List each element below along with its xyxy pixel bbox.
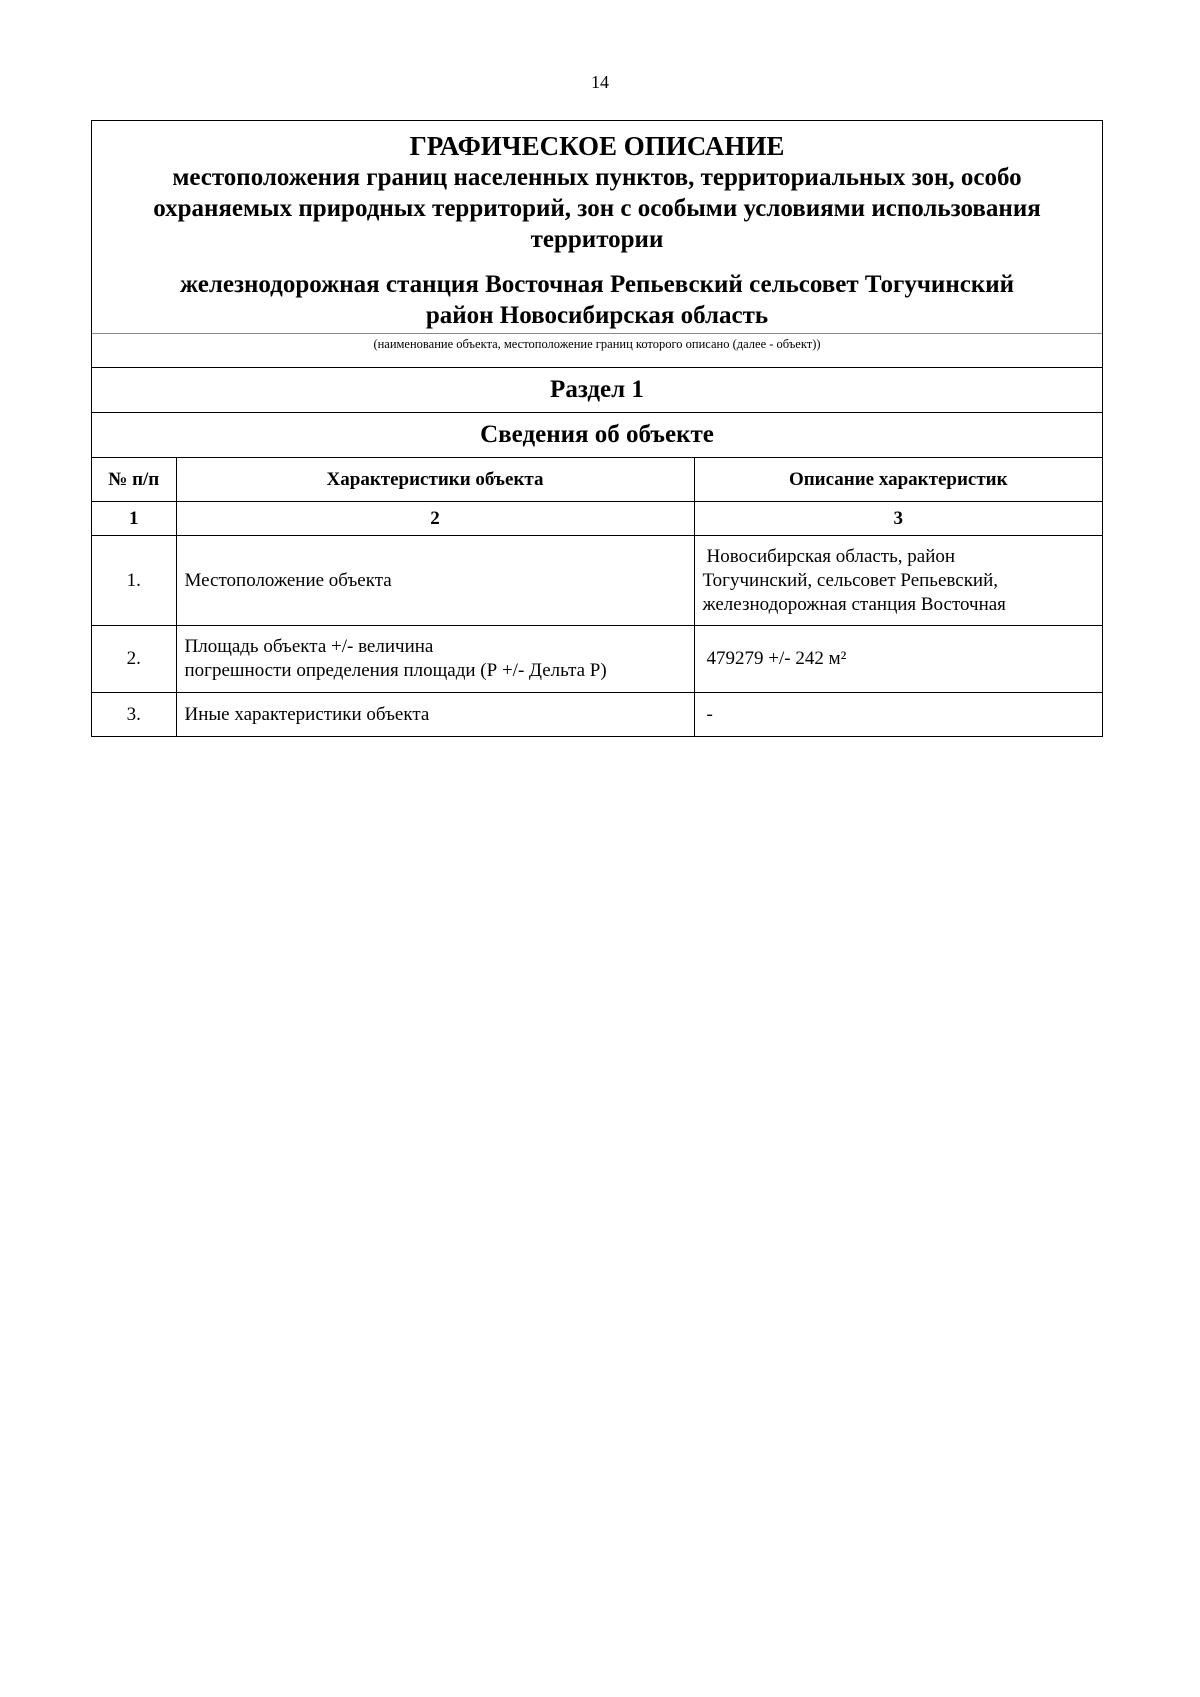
object-name [104, 269, 1090, 333]
column-number: 1 [92, 502, 176, 536]
page-number: 14 [591, 72, 609, 92]
document-header [92, 121, 1102, 333]
header-cell-description: Описание характеристик [694, 458, 1102, 502]
cell-line: Новосибирская область, район [706, 545, 956, 567]
table-row [92, 536, 1102, 626]
cell-line: Тогучинский, сельсовет Репьевский, [702, 569, 999, 591]
cell-line: Иные характеристики объекта [184, 703, 430, 725]
section-title: Раздел 1 [92, 367, 1102, 412]
subtitle-line: местоположения границ населенных пунктов, территориальных зон, особо [172, 164, 1022, 191]
section-subtitle: Сведения об объекте [92, 412, 1102, 457]
document-subtitle [104, 162, 1090, 255]
cell-line: железнодорожная станция Восточная [702, 593, 1006, 615]
column-number: 2 [176, 502, 694, 536]
header-cell-number: № п/п [92, 458, 176, 502]
row-description [694, 536, 1102, 626]
row-characteristic [176, 536, 694, 626]
cell-line: погрешности определения площади (Р +/- Дельта Р) [184, 660, 607, 681]
row-description [694, 626, 1102, 693]
row-number: 1. [92, 536, 176, 626]
table-header-row [92, 458, 1102, 502]
object-name-line: район Новосибирская область [425, 302, 769, 329]
object-info-table [92, 457, 1102, 736]
column-number: 3 [694, 502, 1102, 536]
header-cell-characteristic: Характеристики объекта [176, 458, 694, 502]
column-number-row [92, 502, 1102, 536]
table-row [92, 626, 1102, 693]
subtitle-line: охраняемых природных территорий, зон с особыми условиями использования [153, 195, 1041, 222]
row-characteristic [176, 693, 694, 737]
row-number: 2. [92, 626, 176, 693]
subtitle-line: территории [530, 226, 664, 253]
row-description [694, 693, 1102, 737]
object-name-line: железнодорожная станция Восточная Репьевский сельсовет Тогучинский [179, 271, 1015, 298]
document-title: ГРАФИЧЕСКОЕ ОПИСАНИЕ [409, 131, 785, 161]
row-characteristic [176, 626, 694, 693]
document-frame [91, 120, 1103, 737]
object-caption: (наименование объекта, местоположение границ которого описано (далее - объект)) [92, 333, 1102, 367]
cell-line: Местоположение объекта [184, 569, 392, 591]
cell-line: - [706, 703, 713, 725]
cell-line: Площадь объекта +/- величина [184, 636, 434, 657]
table-row [92, 693, 1102, 737]
row-number: 3. [92, 693, 176, 737]
cell-line: 479279 +/- 242 м² [706, 648, 847, 669]
